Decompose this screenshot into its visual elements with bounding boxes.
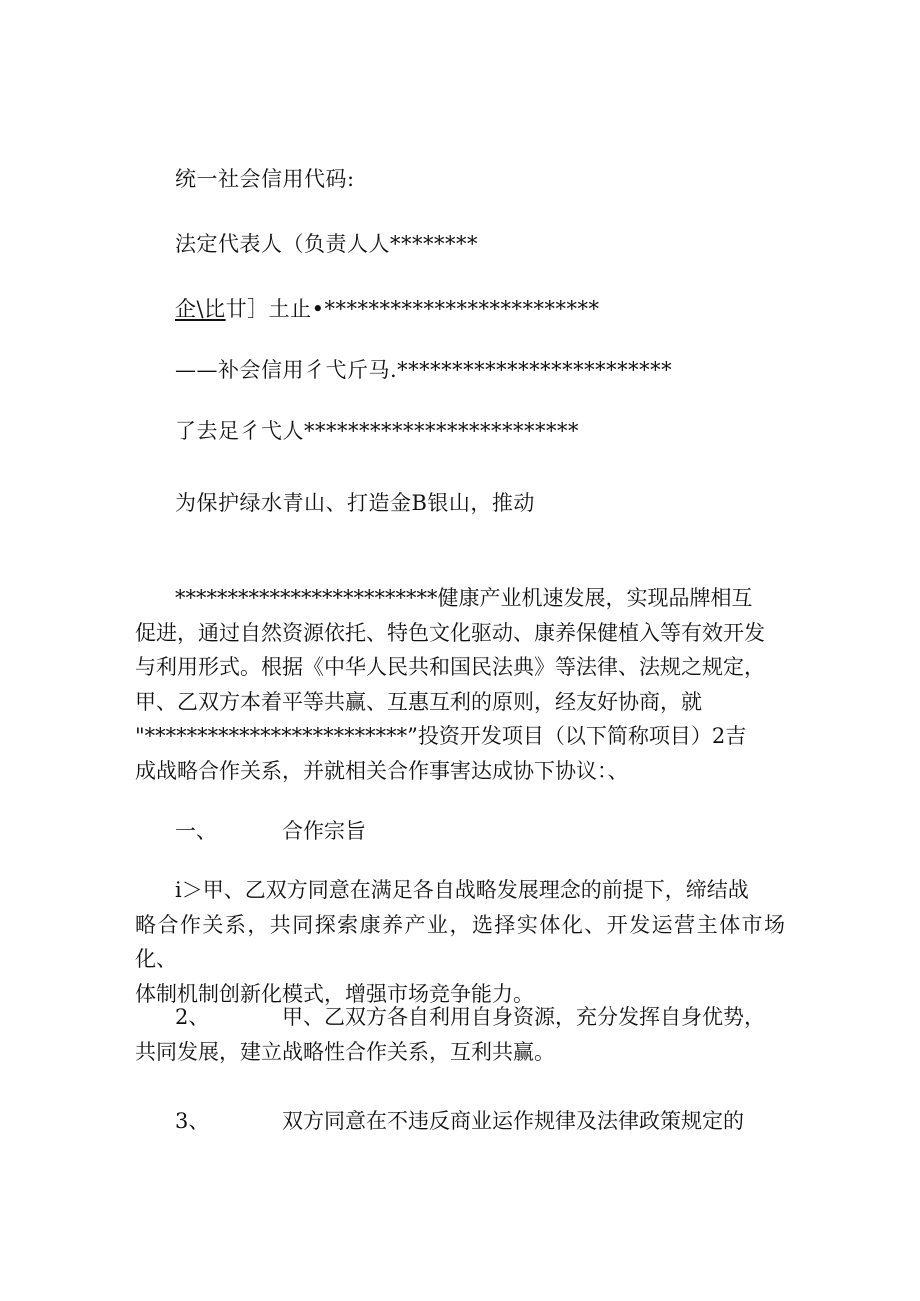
section-number: 一、 [175, 819, 217, 843]
clause-3-number: 3、 [175, 1109, 210, 1133]
preamble-line: 促进，通过自然资源依托、特色文化驱动、康养保健植入等有效开发 [135, 620, 765, 645]
clause-2-line: 共同发展，建立战略性合作关系，互利共赢。 [135, 1040, 555, 1064]
garbled-address-text: 廿］土止•************************* [225, 297, 600, 321]
clause-2-line: 甲、乙双方各自利用自身资源，充分发挥自身优势， [282, 1005, 765, 1029]
garbled-address-line [175, 294, 599, 324]
clause-line: i＞甲、乙双方同意在满足各自战略发展理念的前提下，缔结战 [175, 878, 749, 902]
clause-1-paragraph [135, 873, 785, 1011]
section-title: 合作宗旨 [282, 819, 366, 843]
preamble-line: 与利用形式。根据《中华人民共和国民法典》等法律、法规之规定， [135, 655, 765, 679]
preamble-line: 甲、乙双方本着平等共赢、互惠互利的原则，经友好协商，就 [135, 689, 702, 714]
garbled-underlined-text: 企\比 [175, 297, 226, 321]
clause-line: 略合作关系，共同探索康养产业，选择实体化、开发运营主体市场化、 [135, 912, 785, 971]
preamble-paragraph [135, 581, 785, 788]
clause-3-line: 双方同意在不违反商业运作规律及法律政策规定的 [282, 1109, 744, 1133]
clause-2-number: 2、 [175, 1005, 210, 1029]
preamble-line: 成战略合作关系，并就相关合作事害达成协下协议：、 [135, 758, 629, 783]
clause-line: 体制机制创新化模式，增强市场竞争能力。 [135, 981, 534, 1006]
preamble-line: *************************健康产业机速发展，实现品牌相互 [175, 586, 753, 610]
credit-code-line: 统一社会信用代码: [175, 167, 355, 191]
legal-representative-line: 法定代表人（负责人人******** [175, 232, 478, 256]
purpose-intro-line: 为保护绿水青山、打造金B银山，推动 [175, 491, 535, 515]
garbled-credit-code-line: ——补会信用彳弋斤马.************************* [175, 358, 673, 382]
preamble-line: "*************************”投资开发项目（以下简称项目）2吉 [135, 724, 747, 748]
garbled-representative-line: 了去足彳弋人************************* [175, 419, 579, 443]
